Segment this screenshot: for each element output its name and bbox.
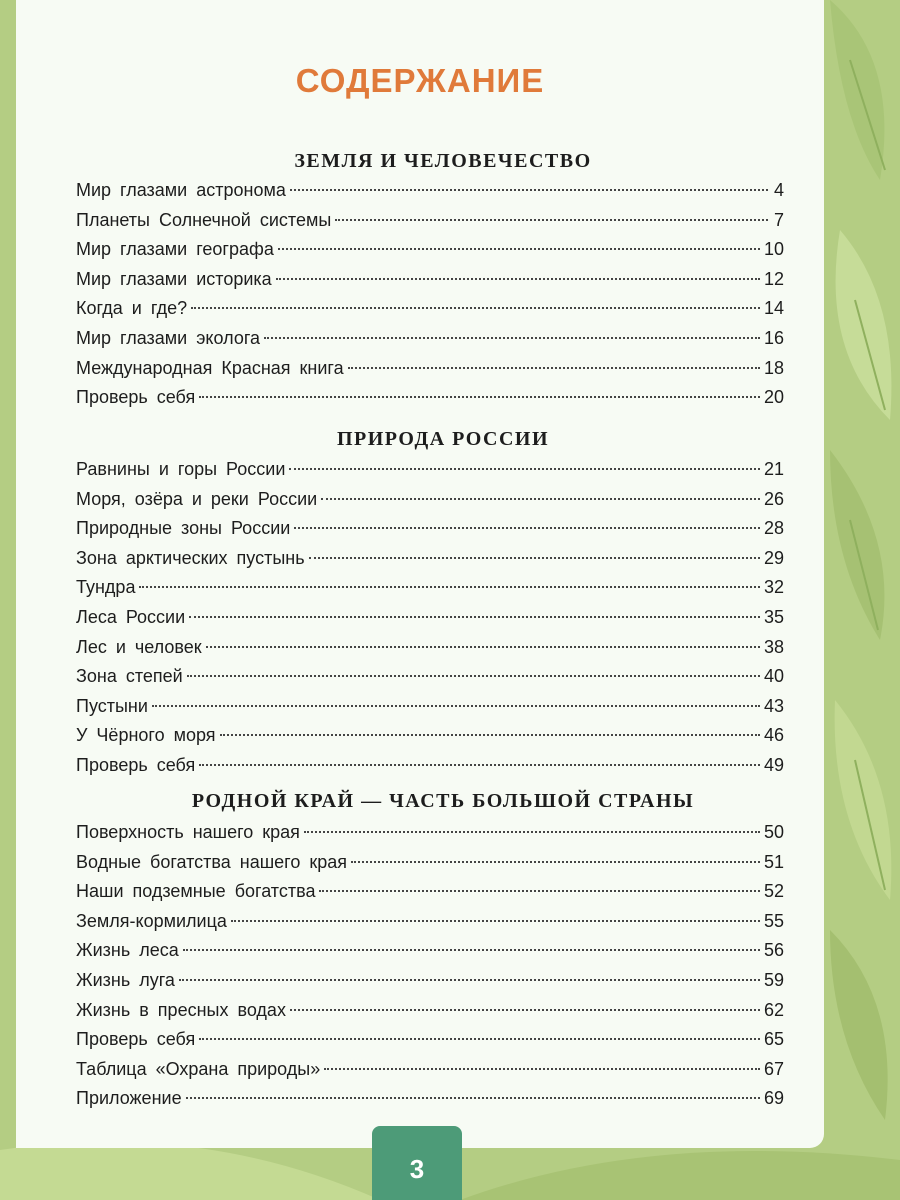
toc-label: Приложение — [76, 1088, 182, 1109]
toc-label: Проверь себя — [76, 754, 196, 775]
toc-page-number: 4 — [773, 180, 784, 200]
dot-leader — [206, 646, 760, 648]
toc-label: Жизнь леса — [76, 940, 179, 961]
toc-list-earth — [76, 180, 784, 417]
toc-row[interactable] — [76, 696, 784, 726]
toc-page-number: 50 — [763, 822, 784, 842]
toc-row[interactable] — [76, 666, 784, 696]
toc-label: Поверхность нашего края — [76, 822, 300, 842]
dot-leader — [264, 337, 760, 339]
dot-leader — [186, 1097, 760, 1099]
toc-page-number: 52 — [763, 881, 784, 902]
toc-page-number: 26 — [763, 488, 784, 509]
toc-page-number: 55 — [763, 910, 784, 931]
dot-leader — [290, 189, 768, 191]
toc-page-number: 46 — [763, 725, 784, 746]
toc-row[interactable] — [76, 852, 784, 882]
dot-leader — [319, 890, 760, 892]
toc-page-number: 38 — [763, 636, 784, 657]
dot-leader — [324, 1068, 760, 1070]
page-title: СОДЕРЖАНИЕ — [295, 62, 545, 99]
dot-leader — [199, 396, 760, 398]
toc-page-number: 18 — [763, 357, 784, 378]
toc-page-number: 49 — [763, 754, 784, 775]
toc-row[interactable] — [76, 210, 784, 240]
toc-page-number: 69 — [763, 1088, 784, 1109]
toc-page-number: 59 — [763, 969, 784, 990]
toc-page-number: 40 — [763, 666, 784, 687]
toc-row[interactable] — [76, 1059, 784, 1089]
toc-row[interactable] — [76, 269, 784, 299]
toc-row[interactable] — [76, 940, 784, 970]
dot-leader — [187, 675, 760, 677]
dot-leader — [278, 248, 760, 250]
section-heading-native-land: РОДНОЙ КРАЙ — ЧАСТЬ БОЛЬШОЙ СТРАНЫ — [191, 790, 695, 812]
dot-leader — [335, 219, 768, 221]
toc-page-number: 67 — [763, 1058, 784, 1079]
toc-row[interactable] — [76, 607, 784, 637]
dot-leader — [290, 1009, 760, 1011]
toc-page-number: 12 — [763, 268, 784, 289]
toc-row[interactable] — [76, 637, 784, 667]
dot-leader — [152, 705, 760, 707]
toc-list-native-land — [76, 822, 784, 1118]
dot-leader — [179, 979, 760, 981]
toc-label: Проверь себя — [76, 387, 196, 408]
dot-leader — [294, 527, 760, 529]
toc-list-russia — [76, 459, 784, 785]
dot-leader — [189, 616, 760, 618]
toc-row[interactable] — [76, 548, 784, 578]
toc-row[interactable] — [76, 1088, 784, 1118]
toc-row[interactable] — [76, 239, 784, 269]
toc-label: Жизнь в пресных водах — [76, 999, 286, 1020]
dot-leader — [199, 1038, 760, 1040]
dot-leader — [231, 920, 760, 922]
toc-label: Природные зоны России — [76, 518, 291, 539]
page-number: 3 — [409, 1154, 425, 1184]
dot-leader — [309, 557, 760, 559]
toc-label: Планеты Солнечной системы — [76, 209, 332, 230]
toc-page-number: 7 — [773, 209, 784, 230]
toc-label: Мир глазами эколога — [76, 327, 261, 348]
toc-page-number: 62 — [763, 999, 784, 1020]
toc-label: Лес и человек — [76, 636, 202, 657]
toc-row[interactable] — [76, 180, 784, 210]
toc-row[interactable] — [76, 911, 784, 941]
toc-row[interactable] — [76, 881, 784, 911]
toc-label: Мир глазами географа — [76, 239, 274, 260]
dot-leader — [351, 861, 760, 863]
toc-label: Проверь себя — [76, 1029, 196, 1050]
toc-page-number: 16 — [763, 327, 784, 348]
toc-label: Леса России — [76, 606, 186, 627]
toc-label: Когда и где? — [76, 298, 188, 319]
toc-label: Мир глазами астронома — [76, 180, 286, 200]
toc-row[interactable] — [76, 328, 784, 358]
section-heading-russia: ПРИРОДА РОССИИ — [336, 428, 550, 450]
toc-label: Наши подземные богатства — [76, 881, 316, 902]
dot-leader — [191, 307, 760, 309]
toc-page-number: 29 — [763, 547, 784, 568]
content-page — [16, 0, 824, 1148]
dot-leader — [348, 367, 760, 369]
toc-row[interactable] — [76, 577, 784, 607]
toc-row[interactable] — [76, 725, 784, 755]
toc-page-number: 20 — [763, 387, 784, 408]
toc-row[interactable] — [76, 358, 784, 388]
toc-page-number: 10 — [763, 239, 784, 260]
dot-leader — [220, 734, 760, 736]
toc-row[interactable] — [76, 970, 784, 1000]
toc-row[interactable] — [76, 459, 784, 489]
toc-label: Международная Красная книга — [76, 357, 344, 378]
toc-label: Зона арктических пустынь — [76, 547, 305, 568]
toc-label: У Чёрного моря — [76, 725, 216, 746]
toc-label: Моря, озёра и реки России — [76, 488, 318, 509]
toc-label: Мир глазами историка — [76, 268, 272, 289]
toc-row[interactable] — [76, 298, 784, 328]
toc-page-number: 35 — [763, 606, 784, 627]
toc-label: Водные богатства нашего края — [76, 851, 348, 872]
toc-page-number: 43 — [763, 695, 784, 716]
toc-label: Тундра — [76, 577, 136, 598]
toc-row[interactable] — [76, 387, 784, 417]
toc-label: Земля-кормилица — [76, 910, 227, 931]
toc-label: Таблица «Охрана природы» — [76, 1058, 321, 1079]
section-heading-earth: ЗЕМЛЯ И ЧЕЛОВЕЧЕСТВО — [294, 150, 592, 172]
toc-page-number: 21 — [763, 459, 784, 479]
toc-row[interactable] — [76, 822, 784, 852]
toc-page-number: 32 — [763, 577, 784, 598]
dot-leader — [199, 764, 760, 766]
toc-page-number: 65 — [763, 1029, 784, 1050]
dot-leader — [321, 498, 760, 500]
toc-row[interactable] — [76, 489, 784, 519]
toc-page-number: 51 — [763, 851, 784, 872]
dot-leader — [289, 468, 760, 470]
toc-label: Зона степей — [76, 666, 183, 687]
toc-label: Равнины и горы России — [76, 459, 286, 479]
dot-leader — [304, 831, 760, 833]
toc-label: Жизнь луга — [76, 969, 175, 990]
toc-page-number: 14 — [763, 298, 784, 319]
toc-row[interactable] — [76, 518, 784, 548]
toc-row[interactable] — [76, 755, 784, 785]
toc-label: Пустыни — [76, 695, 148, 716]
dot-leader — [183, 949, 760, 951]
toc-row[interactable] — [76, 1029, 784, 1059]
dot-leader — [276, 278, 760, 280]
toc-row[interactable] — [76, 1000, 784, 1030]
page-number-tab — [372, 1126, 462, 1200]
toc-page-number: 28 — [763, 518, 784, 539]
toc-page-number: 56 — [763, 940, 784, 961]
dot-leader — [139, 586, 760, 588]
